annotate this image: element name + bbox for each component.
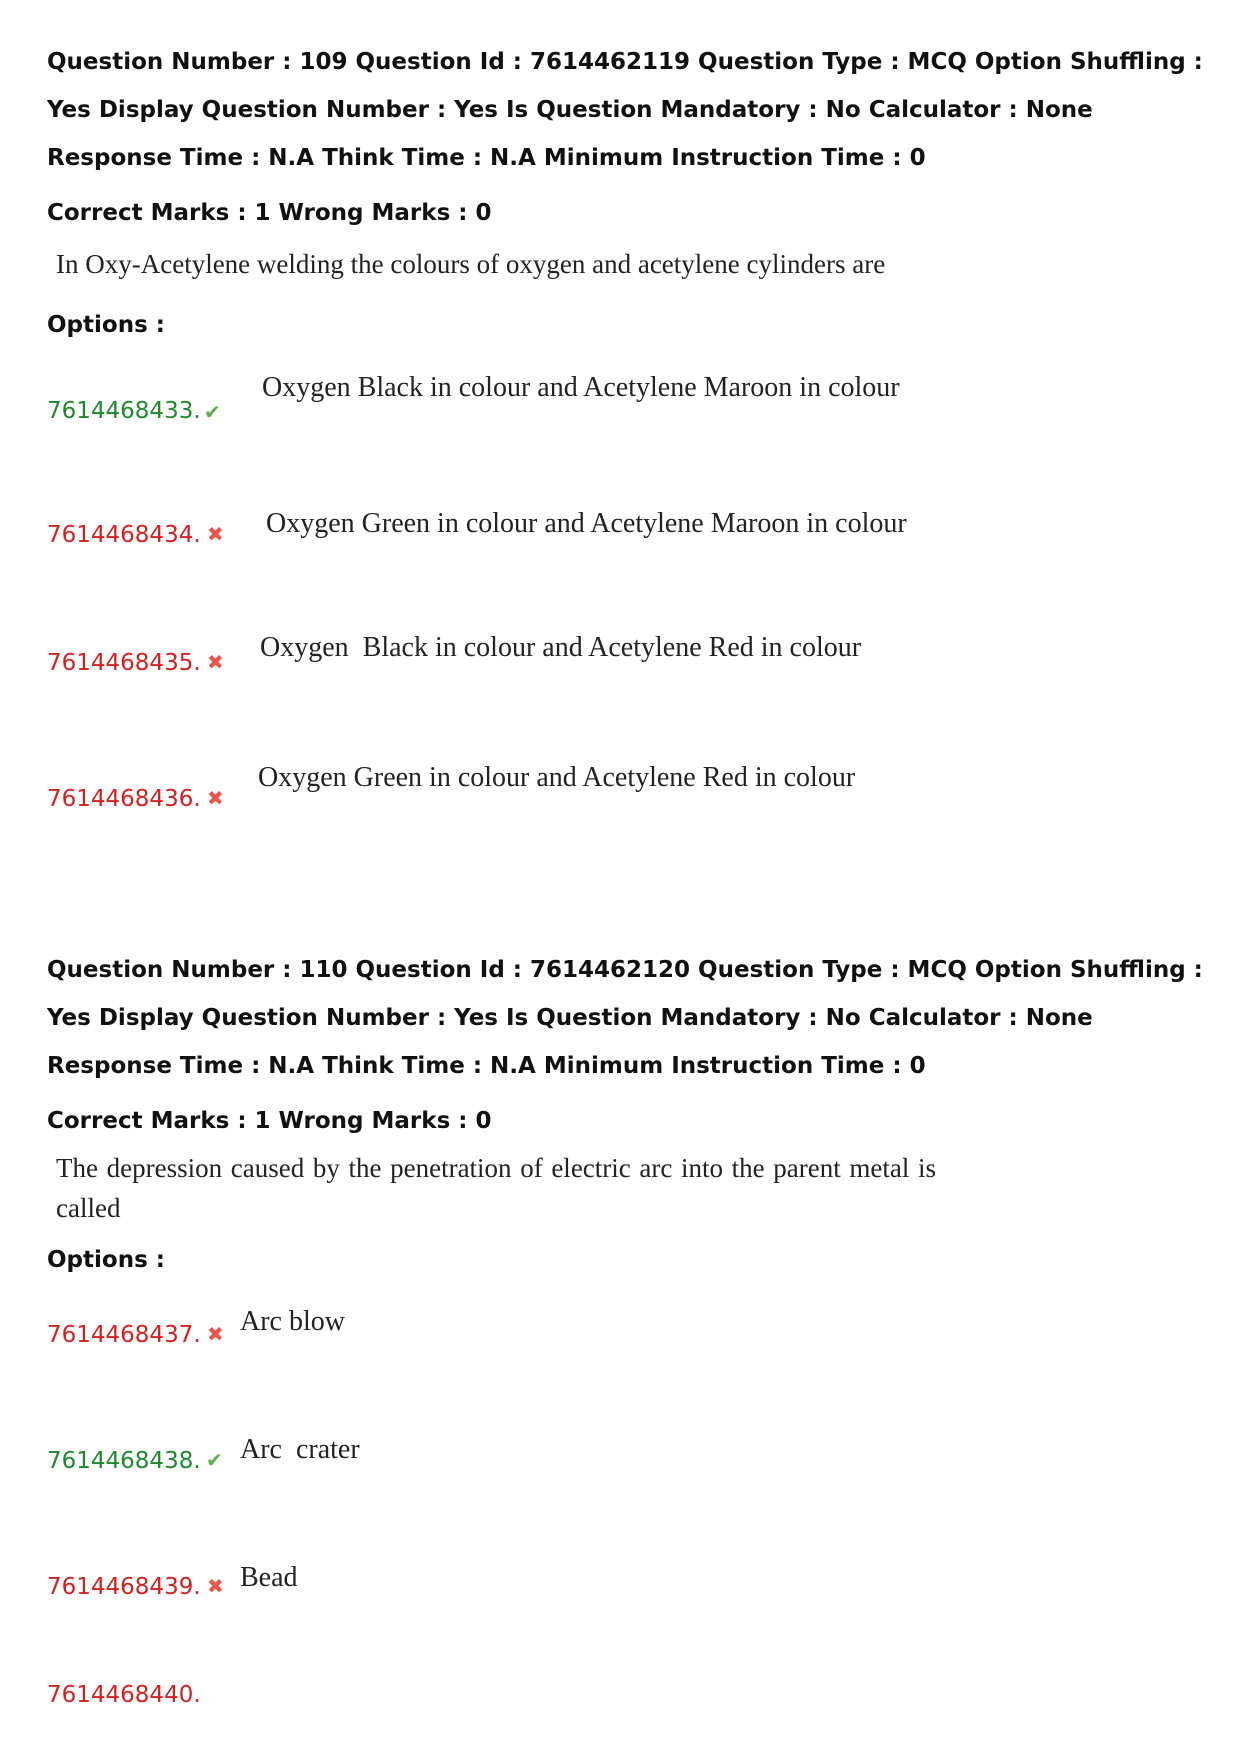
- check-icon: ✔: [204, 400, 221, 424]
- options-label: Options :: [47, 312, 165, 338]
- question-marks: Correct Marks : 1 Wrong Marks : 0: [47, 1108, 492, 1134]
- question-text: The depression caused by the penetration of electric arc into the parent metal is called: [56, 1153, 936, 1223]
- option-text: Bead: [240, 1562, 298, 1593]
- options-label: Options :: [47, 1247, 165, 1273]
- option-id: 7614468436.: [47, 786, 201, 812]
- option-text: Oxygen Green in colour and Acetylene Red in colour: [258, 762, 856, 793]
- question-text: In Oxy-Acetylene welding the colours of oxygen and acetylene cylinders are: [56, 249, 886, 279]
- cross-icon: ✖: [207, 1322, 224, 1346]
- option-text: Arc blow: [240, 1306, 345, 1337]
- option-text: Oxygen Black in colour and Acetylene Red in colour: [260, 632, 862, 663]
- cross-icon: ✖: [207, 522, 224, 546]
- option-id: 7614468434.: [47, 522, 201, 548]
- option-text: Arc crater: [240, 1434, 360, 1465]
- option-text: Oxygen Green in colour and Acetylene Maroon in colour: [266, 508, 907, 539]
- question-marks: Correct Marks : 1 Wrong Marks : 0: [47, 200, 492, 226]
- option-text: Oxygen Black in colour and Acetylene Maroon in colour: [262, 372, 900, 403]
- option-id: 7614468433.: [47, 398, 201, 424]
- option-id: 7614468435.: [47, 650, 201, 676]
- option-id: 7614468438.: [47, 1448, 201, 1474]
- question-meta: Question Number : 110 Question Id : 7614462120 Question Type : MCQ Option Shuffling : Yes Display Question Number : Yes Is Question Mandatory : No Calculator : None Response Time : N.A Think Time : N.A Minimum Instruction Time : 0: [47, 957, 1203, 1079]
- check-icon: ✔: [206, 1448, 223, 1472]
- option-id: 7614468437.: [47, 1322, 201, 1348]
- option-id: 7614468440.: [47, 1682, 201, 1708]
- question-meta: Question Number : 109 Question Id : 7614462119 Question Type : MCQ Option Shuffling : Yes Display Question Number : Yes Is Question Mandatory : No Calculator : None Response Time : N.A Think Time : N.A Minimum Instruction Time : 0: [47, 49, 1203, 171]
- option-id: 7614468439.: [47, 1574, 201, 1600]
- cross-icon: ✖: [207, 786, 224, 810]
- cross-icon: ✖: [207, 1574, 224, 1598]
- cross-icon: ✖: [207, 650, 224, 674]
